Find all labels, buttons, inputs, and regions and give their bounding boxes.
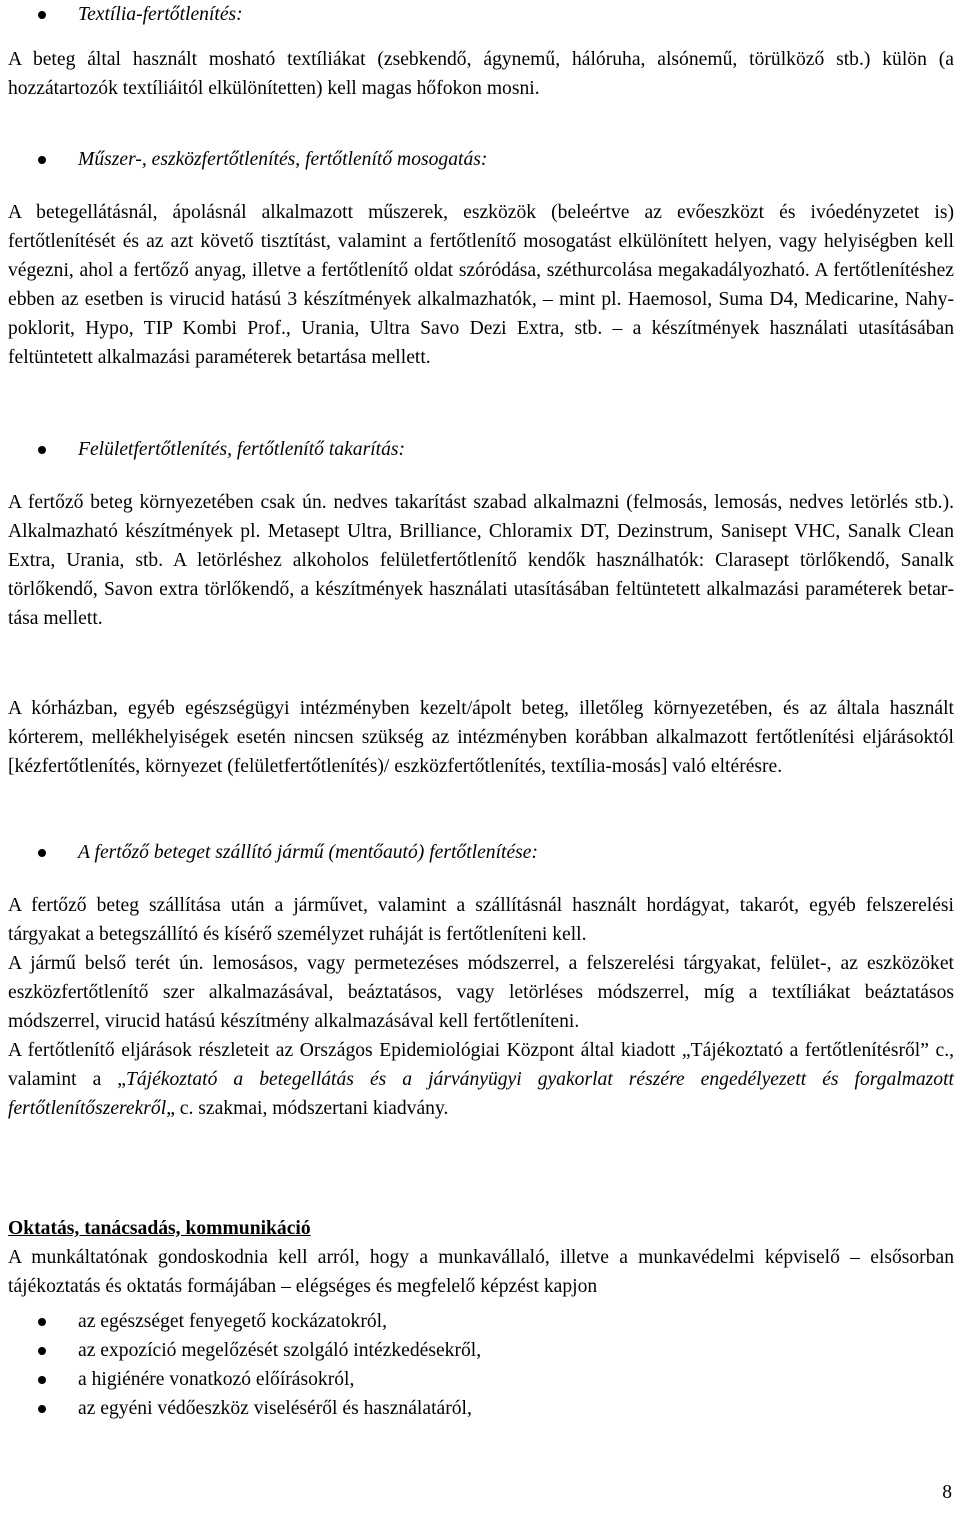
hospital-section <box>8 694 954 781</box>
vehicle-p1: A fertőző beteg szállítása után a járművet, valamint a szállításnál használt hordágyat, takarót, egyéb felszerelési tárgyakat a betegszállító és kísérő személyzet ruháját is fertőtleníteni kell. <box>8 895 954 945</box>
instrument-heading: Műszer-, eszközfertőtlenítés, fertőtlenítő mosogatás: <box>8 145 954 174</box>
surface-body: A fertőző beteg környezetében csak ún. nedves takarítást szabad alkalmazni (felmosás, lemosás, nedves letörlés stb.). Alkalmazható készítmények pl. Metasept Ultra, Brilliance, Chloramix DT, Dezinstrum, Sanisept VHC, Sanalk Clean Extra, Urania, stb. A letörléshez alkoholos felületfertőtlenítő kendők használhatók: Clarasept törlőkendő, Sanalk törlőkendő, Savon extra törlőkendő, a készítmények használati utasításában feltüntetett alkalmazási paraméterek betartása mellett. <box>8 492 954 629</box>
list-item: a higiénére vonatkozó előírásokról, <box>8 1365 954 1394</box>
vehicle-p2: A jármű belső terét ún. lemosásos, vagy permetezéses módszerrel, a felszerelési tárgyakat, felület-, az eszközöket eszközfertőtlenítő szer alkalmazásával, beáztatásos, vagy letörléses módszerrel, míg a textíliákat beáztatásos módszerrel, virucid hatású készítmény alkalmazásával kell fertőtleníteni. <box>8 953 954 1032</box>
training-intro: A munkáltatónak gondoskodnia kell arról, hogy a munkavállaló, illetve a munkavédelmi képviselő – elsősorban tájékoztatás és oktatás formájában – elégséges és megfelelő képzést kapjon <box>8 1247 954 1297</box>
textile-body: A beteg által használt mosható textíliákat (zsebkendő, ágynemű, hálóruha, alsónemű, törülköző stb.) külön (a hozzátartozók textíliáitól elkülönítetten) kell magas hőfokon mosni. <box>8 49 954 99</box>
list-item: az egyéni védőeszköz viseléséről és használatáról, <box>8 1394 954 1423</box>
list-item: az egészséget fenyegető kockázatokról, <box>8 1307 954 1336</box>
textile-heading: Textília-fertőtlenítés: <box>8 0 954 29</box>
vehicle-p3-b: „ c. szakmai, módszertani kiadvány. <box>166 1098 449 1119</box>
training-section <box>8 1214 954 1423</box>
vehicle-section <box>8 838 954 1123</box>
training-list <box>8 1307 954 1423</box>
training-heading: Oktatás, tanácsadás, kommunikáció <box>8 1218 311 1239</box>
hospital-body: A kórházban, egyéb egészségügyi intézményben kezelt/ápolt beteg, illetőleg környezetében, és az általa használt kórterem, mellékhelyiségek esetén nincsen szükség az intézményben korábban alkalmazott fertőtlenítési eljárásoktól [kézfertőtlenítés, környezet (felületfertőtlenítés)/ eszközfertőtlenítés, textília-mosás] való eltérésre. <box>8 698 954 777</box>
vehicle-p3 <box>8 1036 954 1123</box>
textile-section <box>8 0 954 103</box>
instrument-section <box>8 145 954 372</box>
list-item: az expozíció megelőzését szolgáló intézkedésekről, <box>8 1336 954 1365</box>
surface-section <box>8 435 954 633</box>
page-number: 8 <box>942 1482 952 1503</box>
instrument-body: A betegellátásnál, ápolásnál alkalmazott műszerek, eszközök (beleértve az evőeszközt és ivóedényzetet is) fertőtlenítését és az azt követő tisztítást, valamint a fertőtlenítő mosogatást elkülönített helyen, vagy helyiségben kell végezni, ahol a fertőző anyag, illetve a fertőtlenítő oldat szóródása, széthurcolása megakadályozható. A fertőtlenítéshez ebben az esetben is virucid hatású 3 készítmények alkalmazhatók, – mint pl. Haemosol, Suma D4, Medicarine, Nahypoklorit, Hypo, TIP Kombi Prof., Urania, Ultra Savo Dezi Extra, stb. – a készítmények használati utasításában feltüntetett alkalmazási paraméterek betartása mellett. <box>8 202 954 368</box>
surface-heading: Felületfertőtlenítés, fertőtlenítő takarítás: <box>8 435 954 464</box>
vehicle-p3-a: A fertőtlenítő eljárások részleteit az Országos Epidemiológiai Központ által kiadott „Tájékoztató a fertőtlenítésről” c., valamint a „ <box>8 1040 954 1090</box>
vehicle-p3-italic: Tájékoztató a betegellátás és a járványügyi gyakorlat részére engedélyezett és forgalmazott fertőtlenítőszerekről <box>8 1069 954 1119</box>
vehicle-heading: A fertőző beteget szállító jármű (mentőautó) fertőtlenítése: <box>8 838 954 867</box>
